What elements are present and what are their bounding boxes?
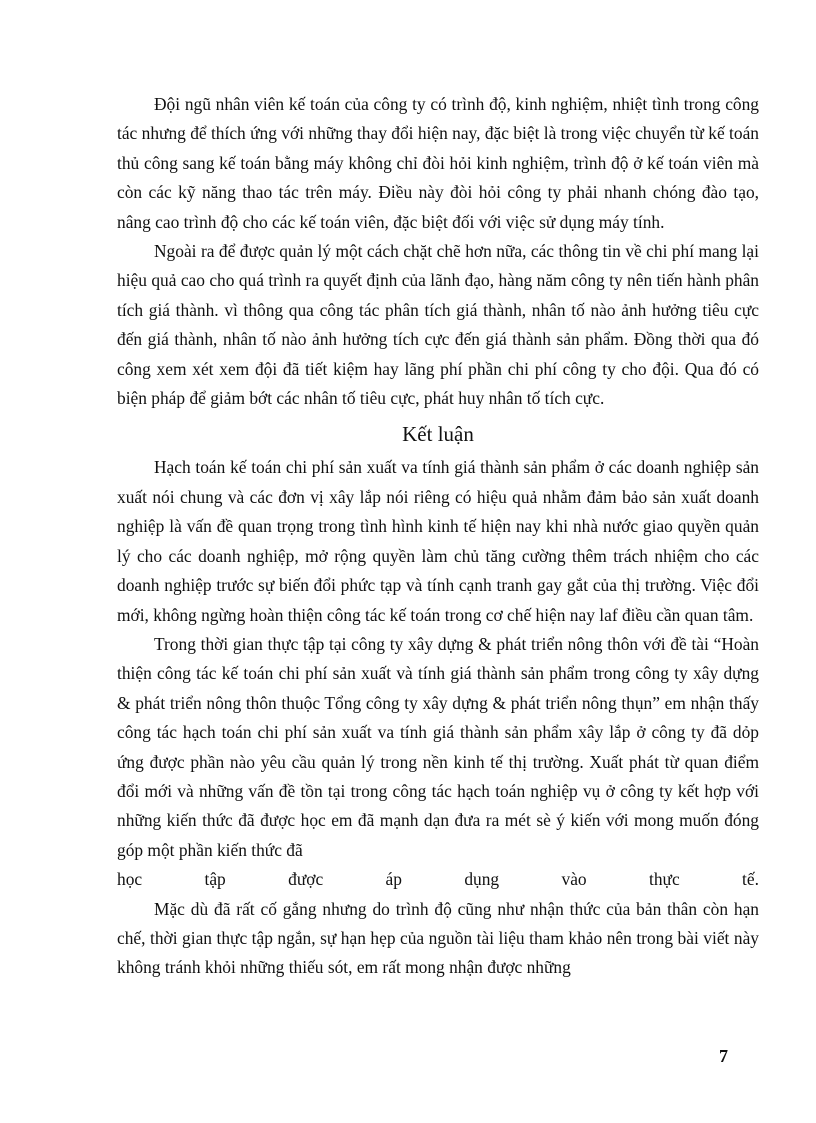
word: được <box>288 869 324 890</box>
paragraph-conclusion-3: Mặc dù đã rất cố gắng nhưng do trình độ cũng như nhận thức của bản thân còn hạn chế, thời gian thực tập ngắn, sự hạn hẹp của nguồn tài liệu tham khảo nên trong bài viết này không tránh khỏi những thiếu sót, em rất mong nhận được những <box>117 898 759 978</box>
page-number: 7 <box>719 1046 728 1066</box>
word: dụng <box>464 869 500 890</box>
section-heading-conclusion: Kết luận <box>402 422 474 447</box>
paragraph-conclusion-2: Trong thời gian thực tập tại công ty xây dựng & phát triển nông thôn với đề tài “Hoàn thiện công tác kế toán chi phí sản xuất và tính giá thành sản phẩm trong công ty xây dựng & phát triển nông thôn thuộc Tổng công ty xây dựng & phát triển nông thụn” em nhận thấy công tác hạch toán chi phí sản xuất va tính giá thành sản phẩm xây lắp ở công ty đã dỏp ứng được phần nào yêu cầu quản lý trong nền kinh tế thị trường. Xuất phát từ quan điểm đổi mới và những vấn đề tồn tại trong công tác hạch toán nghiệp vụ ở công ty kết hợp với những kiến thức đã được học em đã mạnh dạn đưa ra mét sè ý kiến với mong muốn đóng góp một phần kiến thức đã <box>117 633 759 860</box>
paragraph-cost-analysis: Ngoài ra để được quản lý một cách chặt chẽ hơn nữa, các thông tin về chi phí mang lại hiệu quả cao cho quá trình ra quyết định của lãnh đạo, hàng năm công ty nên tiến hành phân tích giá thành. vì thông qua công tác phân tích giá thành, nhân tố nào ảnh hưởng tiêu cực đến giá thành, nhân tố nào ảnh hưởng tích cực đến giá thành sản phẩm. Đồng thời qua đó công xem xét xem đội đã tiết kiệm hay lãng phí phần chi phí công ty cho đội. Qua đó có biện pháp để giảm bớt các nhân tố tiêu cực, phát huy nhân tố tích cực. <box>117 241 759 409</box>
word: học <box>117 869 143 890</box>
word: tế. <box>742 869 759 890</box>
document-page <box>117 90 759 983</box>
word: vào <box>561 869 587 890</box>
paragraph-conclusion-2-last-line <box>117 865 759 894</box>
word: áp <box>385 869 402 890</box>
paragraph-staff: Đội ngũ nhân viên kế toán của công ty có trình độ, kinh nghiệm, nhiệt tình trong công tác nhưng để thích ứng với những thay đổi hiện nay, đặc biệt là trong việc chuyển từ kế toán thủ công sang kế toán bằng máy không chỉ đòi hỏi kinh nghiệm, trình độ ở kế toán viên mà còn các kỹ năng thao tác trên máy. Điều này đòi hỏi công ty phải nhanh chóng đào tạo, nâng cao trình độ cho các kế toán viên, đặc biệt đối với việc sử dụng máy tính. <box>117 94 759 232</box>
paragraph-conclusion-1: Hạch toán kế toán chi phí sản xuất va tính giá thành sản phẩm ở các doanh nghiệp sản xuất nói chung và các đơn vị xây lắp nói riêng có hiệu quả nhằm đảm bảo sản xuất doanh nghiệp là vấn đề quan trọng trong tình hình kinh tế hiện nay khi nhà nước giao quyền quản lý cho các doanh nghiệp, mở rộng quyền làm chủ tăng cường thêm trách nhiệm cho các doanh nghiệp trước sự biến đổi phức tạp và tính cạnh tranh gay gắt của thị trường. Việc đổi mới, không ngừng hoàn thiện công tác kế toán trong cơ chế hiện nay laf điều cần quan tâm. <box>117 457 759 625</box>
word: tập <box>204 869 226 890</box>
word: thực <box>649 869 680 890</box>
